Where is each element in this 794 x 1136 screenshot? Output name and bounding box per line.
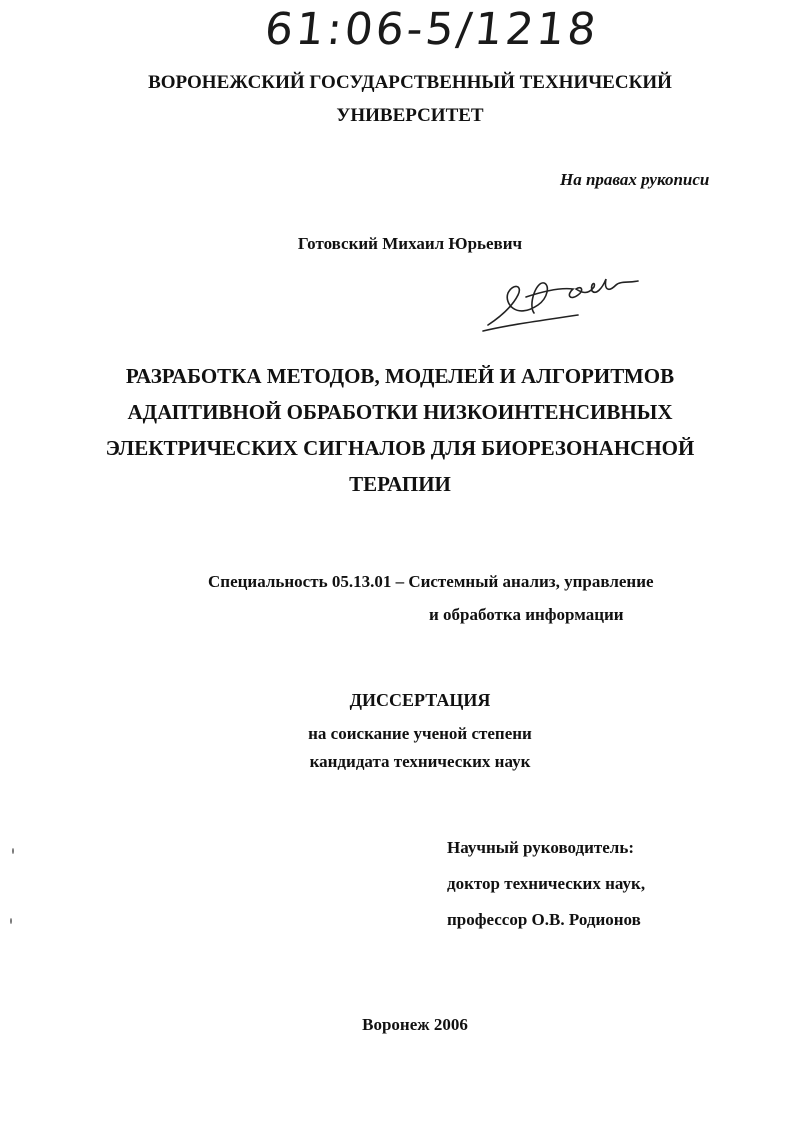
dissertation-title xyxy=(80,358,720,502)
supervisor-line: доктор технических наук, xyxy=(447,874,646,893)
degree-line: кандидата технических наук xyxy=(309,752,531,771)
specialty-line-1: Специальность 05.13.01 – Системный анализ, управление xyxy=(208,572,654,591)
title-line: РАЗРАБОТКА МЕТОДОВ, МОДЕЛЕЙ И АЛГОРИТМОВ xyxy=(125,364,675,388)
university-line: ВОРОНЕЖСКИЙ ГОСУДАРСТВЕННЫЙ ТЕХНИЧЕСКИЙ xyxy=(148,72,672,93)
university-name xyxy=(60,66,760,132)
title-line: ТЕРАПИИ xyxy=(349,472,451,496)
city-year: Воронеж 2006 xyxy=(362,1015,468,1034)
author-signature xyxy=(478,265,648,335)
title-line: ЭЛЕКТРИЧЕСКИХ СИГНАЛОВ ДЛЯ БИОРЕЗОНАНСНОЙ xyxy=(105,436,695,460)
title-line: АДАПТИВНОЙ ОБРАБОТКИ НИЗКОИНТЕНСИВНЫХ xyxy=(127,400,673,424)
author-name: Готовский Михаил Юрьевич xyxy=(297,234,523,253)
university-line: УНИВЕРСИТЕТ xyxy=(336,105,484,126)
degree-line: на соискание ученой степени xyxy=(308,724,532,743)
degree-description xyxy=(200,720,640,776)
supervisor-block xyxy=(447,830,645,938)
rights-note: На правах рукописи xyxy=(560,170,710,189)
specialty-line-2: и обработка информации xyxy=(429,605,624,624)
supervisor-line: профессор О.В. Родионов xyxy=(447,910,641,929)
dissertation-heading: ДИССЕРТАЦИЯ xyxy=(349,690,491,710)
scan-speck xyxy=(10,918,12,924)
scan-speck xyxy=(12,848,14,854)
supervisor-line: Научный руководитель: xyxy=(447,838,634,857)
catalog-number: 61:06-5/1218 xyxy=(262,4,602,55)
